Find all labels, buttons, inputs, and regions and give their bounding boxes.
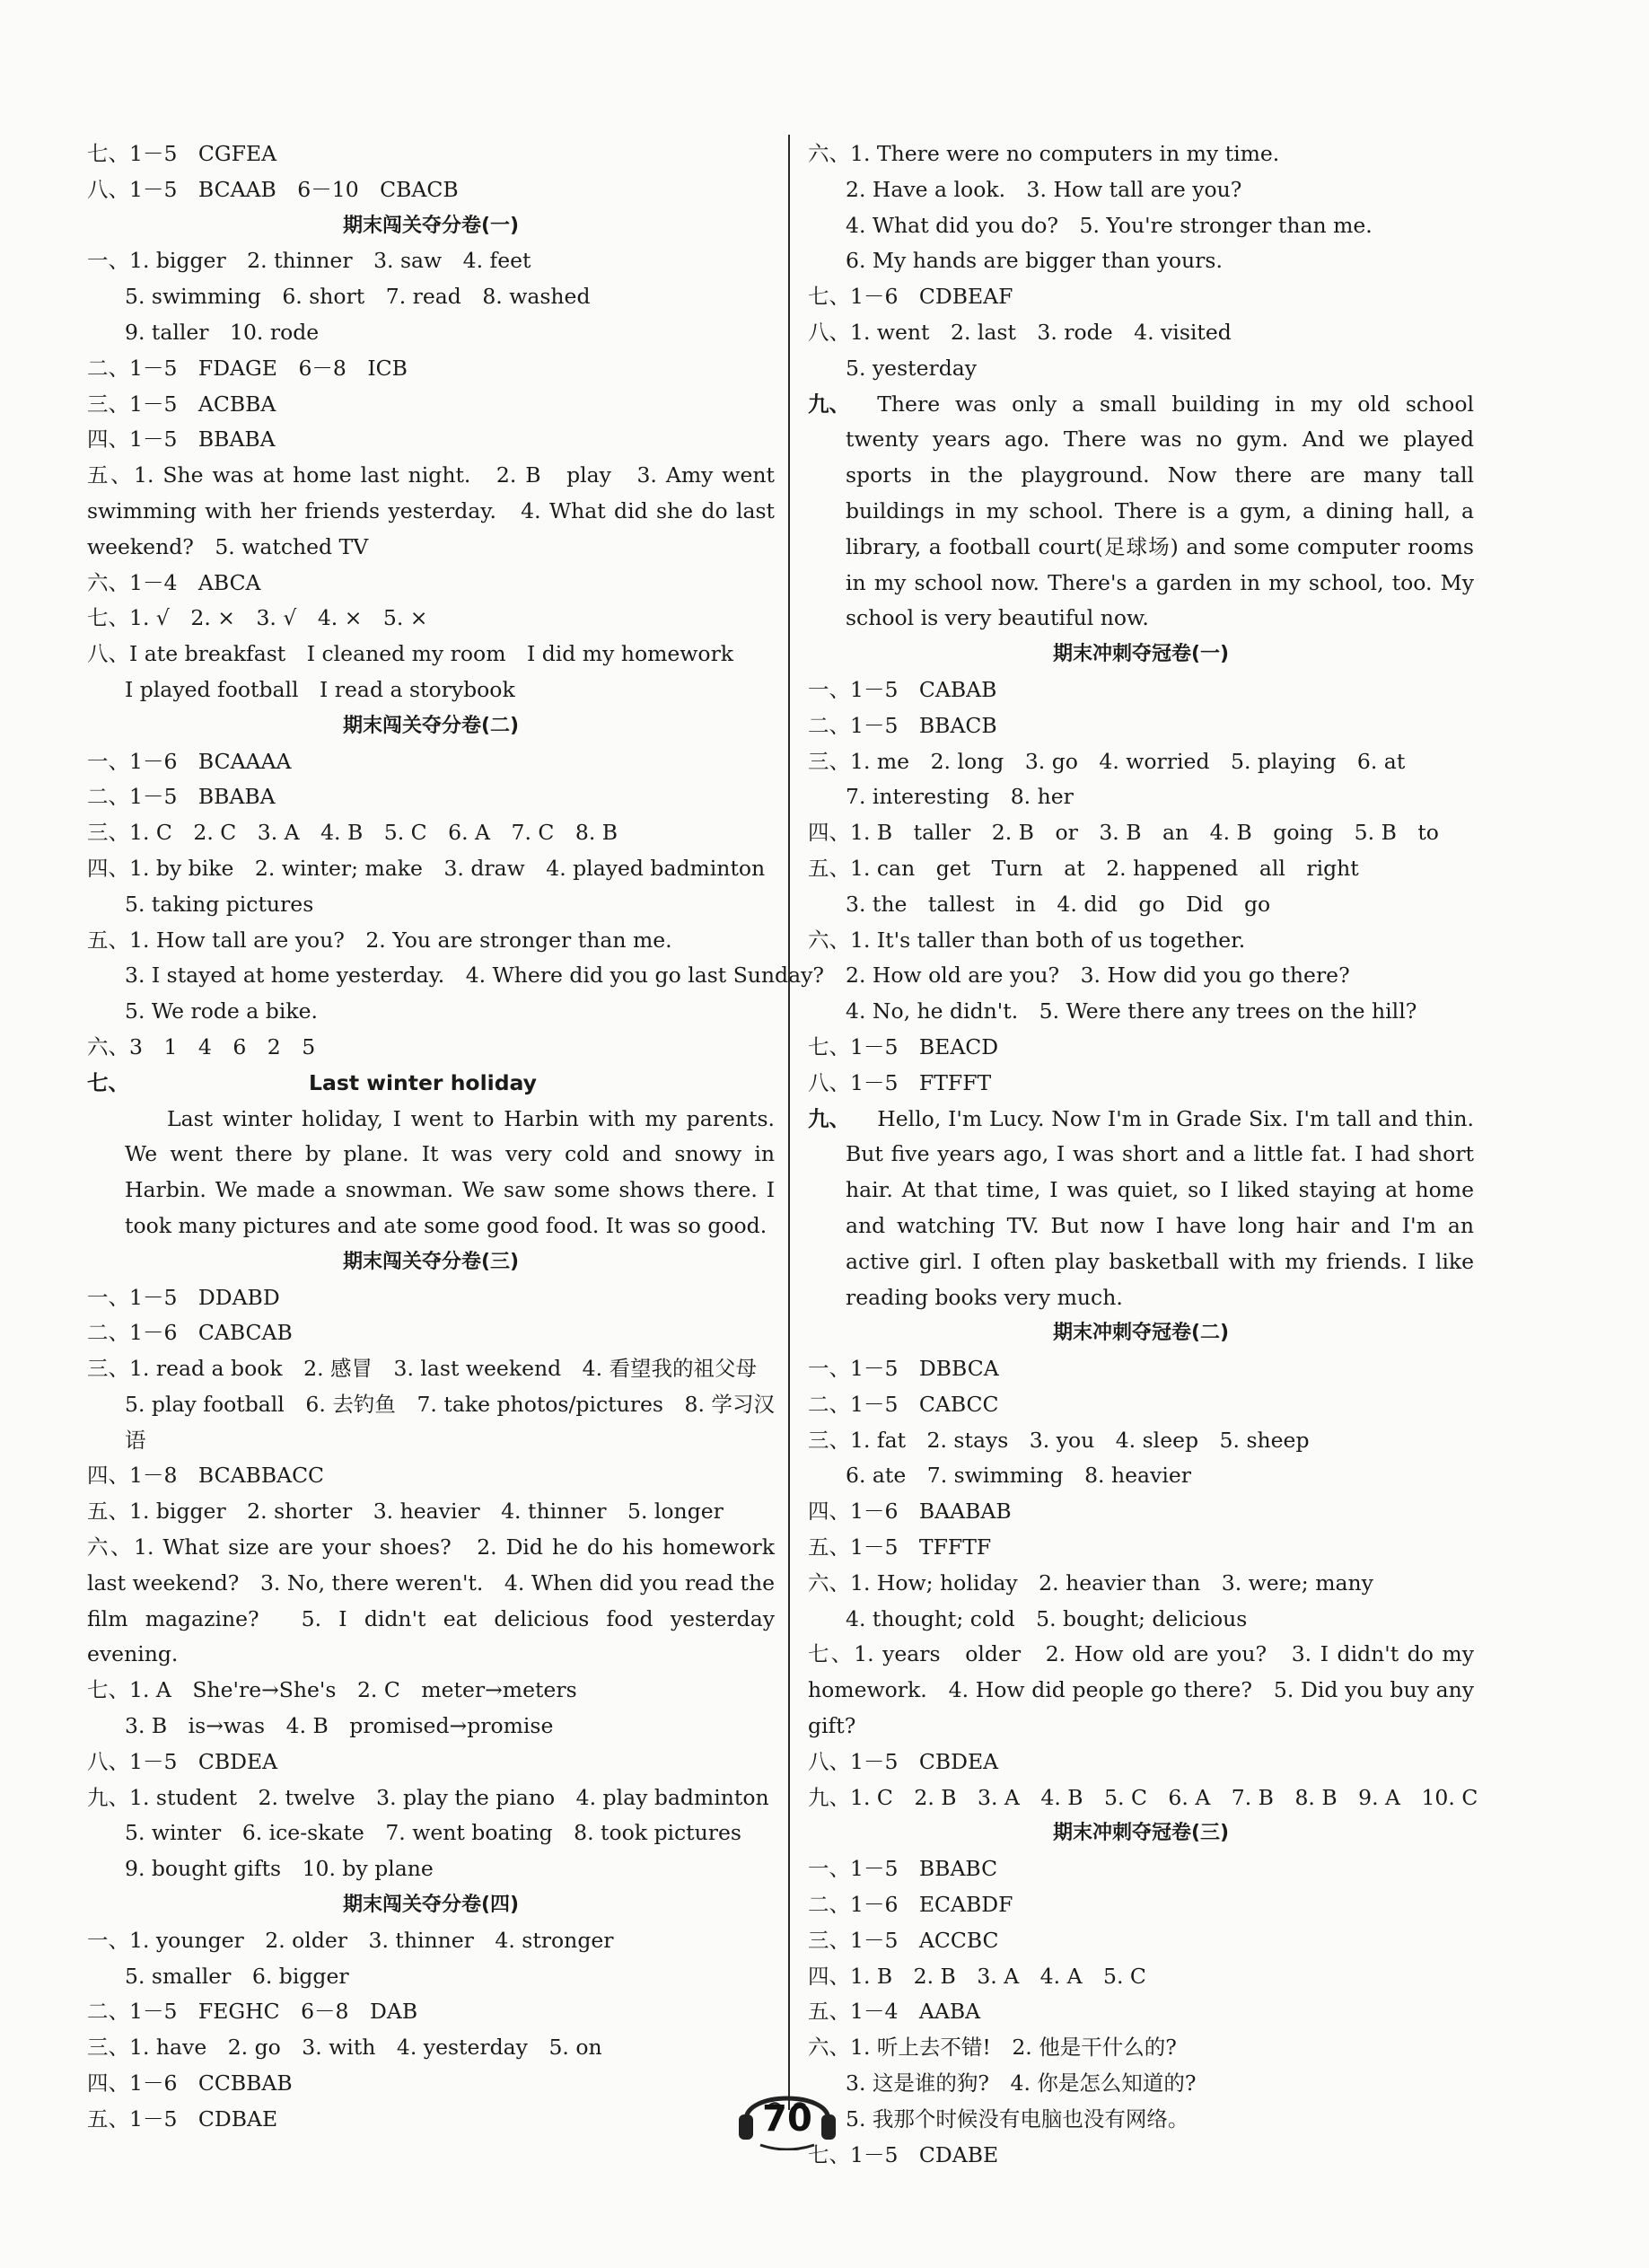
section-title: 期末闯关夺分卷(一) bbox=[342, 214, 520, 237]
answer-line: 五、1－5 TFFTF bbox=[808, 1534, 992, 1560]
answer-line: 3. B is→was 4. B promised→promise bbox=[125, 1713, 554, 1739]
answer-line: 一、1－5 DBBCA bbox=[808, 1356, 999, 1382]
question-number: 七、 bbox=[87, 1069, 129, 1095]
section-title: 期末冲刺夺冠卷(一) bbox=[1052, 643, 1230, 666]
answer-line: 四、1. B taller 2. B or 3. B an 4. B going 5. B to bbox=[808, 820, 1439, 846]
section-title: 期末闯关夺分卷(三) bbox=[342, 1250, 520, 1273]
answer-line: 七、1－5 CGFEA bbox=[87, 141, 277, 166]
answer-line: 四、1－6 CCBBAB bbox=[87, 2070, 293, 2097]
answer-paragraph: 七、1. years older 2. How old are you? 3. I didn't do my homework. 4. How did people go there? 5. Did you buy any gift? bbox=[808, 1641, 1474, 1739]
right-column bbox=[808, 136, 1478, 2173]
answer-line: 六、3 1 4 6 2 5 bbox=[87, 1033, 316, 1059]
essay-title: Last winter holiday bbox=[309, 1069, 537, 1095]
answer-paragraph: 5. play football 6. 去钓鱼 7. take photos/pictures 8. 学习汉语 bbox=[125, 1391, 775, 1453]
answer-line: 7. interesting 8. her bbox=[846, 784, 1074, 810]
page-number: 70 bbox=[762, 2098, 812, 2140]
answer-line: 4. No, he didn't. 5. Were there any trees on the hill? bbox=[846, 998, 1417, 1024]
answer-line: 四、1. by bike 2. winter; make 3. draw 4. played badminton bbox=[87, 855, 766, 881]
answer-line: 6. My hands are bigger than yours. bbox=[846, 248, 1223, 274]
answer-line: 六、1. How; holiday 2. heavier than 3. were; many bbox=[808, 1569, 1373, 1596]
answer-line: 5. yesterday bbox=[846, 355, 978, 381]
answer-line: 七、1. A She're→She's 2. C meter→meters bbox=[87, 1677, 577, 1703]
question-number: 九、 bbox=[808, 1105, 850, 1131]
answer-line: 三、1. fat 2. stays 3. you 4. sleep 5. sheep bbox=[808, 1427, 1310, 1453]
answer-line: 3. I stayed at home yesterday. 4. Where did you go last Sunday? bbox=[125, 963, 824, 989]
answer-line: 一、1－5 CABAB bbox=[808, 676, 997, 702]
essay-block bbox=[808, 1102, 1474, 1316]
answer-line: 七、1－5 CDABE bbox=[808, 2141, 999, 2167]
answer-line: 三、1. C 2. C 3. A 4. B 5. C 6. A 7. C 8. B bbox=[87, 820, 618, 846]
answer-line: 六、1. There were no computers in my time. bbox=[808, 141, 1280, 166]
answer-paragraph: 六、1. What size are your shoes? 2. Did he do his homework last weekend? 3. No, there weren't. 4. When did you read the film magazine? 5. I didn't eat delicious food yesterday evening. bbox=[87, 1534, 775, 1667]
answer-line: 二、1－5 BBACB bbox=[808, 712, 997, 738]
answer-line: 4. thought; cold 5. bought; delicious bbox=[846, 1605, 1248, 1631]
answer-line: 五、1－4 AABA bbox=[808, 1999, 981, 2025]
answer-line: 八、1－5 CBDEA bbox=[808, 1748, 999, 1774]
answer-paragraph: 五、1. She was at home last night. 2. B play 3. Amy went swimming with her friends yesterday. 4. What did she do last weekend? 5. watched TV bbox=[87, 462, 775, 559]
answer-line: 6. ate 7. swimming 8. heavier bbox=[846, 1463, 1191, 1489]
answer-line: 二、1－6 CABCAB bbox=[87, 1320, 293, 1346]
answer-line: 2. How old are you? 3. How did you go there? bbox=[846, 963, 1350, 989]
answer-line: 三、1. have 2. go 3. with 4. yesterday 5. on bbox=[87, 2035, 602, 2061]
answer-line: 5. taking pictures bbox=[125, 891, 314, 917]
answer-line: 5. swimming 6. short 7. read 8. washed bbox=[125, 284, 591, 310]
answer-line: 四、1－5 BBABA bbox=[87, 426, 276, 453]
answer-line: 5. winter 6. ice-skate 7. went boating 8. took pictures bbox=[125, 1820, 741, 1846]
answer-line: 五、1－5 CDBAE bbox=[87, 2105, 278, 2132]
answer-line: 二、1－5 CABCC bbox=[808, 1391, 999, 1417]
answer-line: 一、1－5 BBABC bbox=[808, 1856, 998, 1882]
answer-line: 3. 这是谁的狗? 4. 你是怎么知道的? bbox=[846, 2070, 1197, 2097]
answer-line: 5. 我那个时候没有电脑也没有网络。 bbox=[846, 2105, 1189, 2132]
answer-line: 三、1. me 2. long 3. go 4. worried 5. playing 6. at bbox=[808, 748, 1406, 774]
answer-line: 三、1－5 ACBBA bbox=[87, 391, 276, 417]
answer-line: 2. Have a look. 3. How tall are you? bbox=[846, 176, 1242, 202]
answer-line: 八、I ate breakfast I cleaned my room I did my homework bbox=[87, 641, 734, 667]
answer-line: 五、1. bigger 2. shorter 3. heavier 4. thinner 5. longer bbox=[87, 1499, 724, 1525]
answer-line: 一、1－6 BCAAAA bbox=[87, 748, 292, 774]
answer-line: 四、1－6 BAABAB bbox=[808, 1499, 1012, 1525]
answer-line: 九、1. C 2. B 3. A 4. B 5. C 6. A 7. B 8. B 9. A 10. C bbox=[808, 1784, 1478, 1810]
answer-line: 三、1－5 ACCBC bbox=[808, 1927, 999, 1953]
answer-line: 八、1. went 2. last 3. rode 4. visited bbox=[808, 319, 1232, 345]
answer-line: 七、1. √ 2. × 3. √ 4. × 5. × bbox=[87, 605, 428, 631]
section-title: 期末闯关夺分卷(四) bbox=[342, 1894, 520, 1917]
answer-line: 4. What did you do? 5. You're stronger than me. bbox=[846, 212, 1373, 238]
answer-line: 二、1－5 BBABA bbox=[87, 784, 276, 810]
page-number-badge bbox=[733, 2079, 841, 2150]
essay-text: Hello, I'm Lucy. Now I'm in Grade Six. I'm tall and thin. But five years ago, I was short and a little fat. I had short hair. At that time, I was quiet, so I liked staying at home and watching TV. But now I have long hair and I'm an active girl. I often play basketball with my friends. I like reading books very much. bbox=[846, 1105, 1474, 1310]
answer-line: 9. taller 10. rode bbox=[125, 319, 320, 345]
answer-line: 四、1. B 2. B 3. A 4. A 5. C bbox=[808, 1963, 1146, 1989]
answer-line: 八、1－5 BCAAB 6－10 CBACB bbox=[87, 176, 459, 202]
essay-block bbox=[808, 387, 1474, 637]
answer-line: 六、1. It's taller than both of us together. bbox=[808, 927, 1246, 953]
answer-line: 六、1. 听上去不错! 2. 他是干什么的? bbox=[808, 2035, 1177, 2061]
answer-line: 一、1. bigger 2. thinner 3. saw 4. feet bbox=[87, 248, 531, 274]
answer-line: 六、1－4 ABCA bbox=[87, 569, 261, 595]
column-divider bbox=[788, 135, 790, 2110]
answer-line: 八、1－5 FTFFT bbox=[808, 1069, 992, 1095]
section-title: 期末冲刺夺冠卷(三) bbox=[1052, 1822, 1230, 1845]
answer-line: 3. the tallest in 4. did go Did go bbox=[846, 891, 1271, 917]
answer-line: 一、1－5 DDABD bbox=[87, 1284, 280, 1310]
answer-line: 七、1－6 CDBEAF bbox=[808, 284, 1013, 310]
answer-line: 三、1. read a book 2. 感冒 3. last weekend 4. 看望我的祖父母 bbox=[87, 1356, 758, 1382]
answer-line: 一、1. younger 2. older 3. thinner 4. stronger bbox=[87, 1927, 614, 1953]
answer-line: I played football I read a storybook bbox=[125, 676, 515, 702]
section-title: 期末闯关夺分卷(二) bbox=[342, 714, 520, 737]
answer-line: 二、1－5 FDAGE 6－8 ICB bbox=[87, 355, 408, 381]
answer-line: 5. We rode a bike. bbox=[125, 998, 318, 1024]
answer-line: 五、1. How tall are you? 2. You are stronger than me. bbox=[87, 927, 672, 953]
answer-line: 二、1－6 ECABDF bbox=[808, 1892, 1013, 1918]
answer-line: 八、1－5 CBDEA bbox=[87, 1748, 278, 1774]
question-number: 九、 bbox=[808, 391, 850, 417]
answer-line: 七、1－5 BEACD bbox=[808, 1033, 999, 1059]
answer-line: 9. bought gifts 10. by plane bbox=[125, 1856, 434, 1882]
essay-text: There was only a small building in my old school twenty years ago. There was no gym. And we played sports in the playground. Now there are many tall buildings in my school. There is a gym, a dining hall, a library, a football court(足球场) and some computer rooms in my school now. There's a garden in my school, too. My school is very beautiful now. bbox=[846, 391, 1474, 631]
answer-line: 四、1－8 BCABBACC bbox=[87, 1463, 325, 1489]
answer-line: 5. smaller 6. bigger bbox=[125, 1963, 349, 1989]
essay-text: Last winter holiday, I went to Harbin with my parents. We went there by plane. It was very cold and snowy in Harbin. We made a snowman. We saw some shows there. I took many pictures and ate some good food. It was so good. bbox=[125, 1105, 775, 1238]
answer-line: 二、1－5 FEGHC 6－8 DAB bbox=[87, 1999, 418, 2025]
essay-heading bbox=[87, 1066, 775, 1102]
answer-line: 九、1. student 2. twelve 3. play the piano 4. play badminton bbox=[87, 1784, 769, 1810]
section-title: 期末冲刺夺冠卷(二) bbox=[1052, 1322, 1230, 1345]
answer-line: 五、1. can get Turn at 2. happened all right bbox=[808, 855, 1359, 881]
